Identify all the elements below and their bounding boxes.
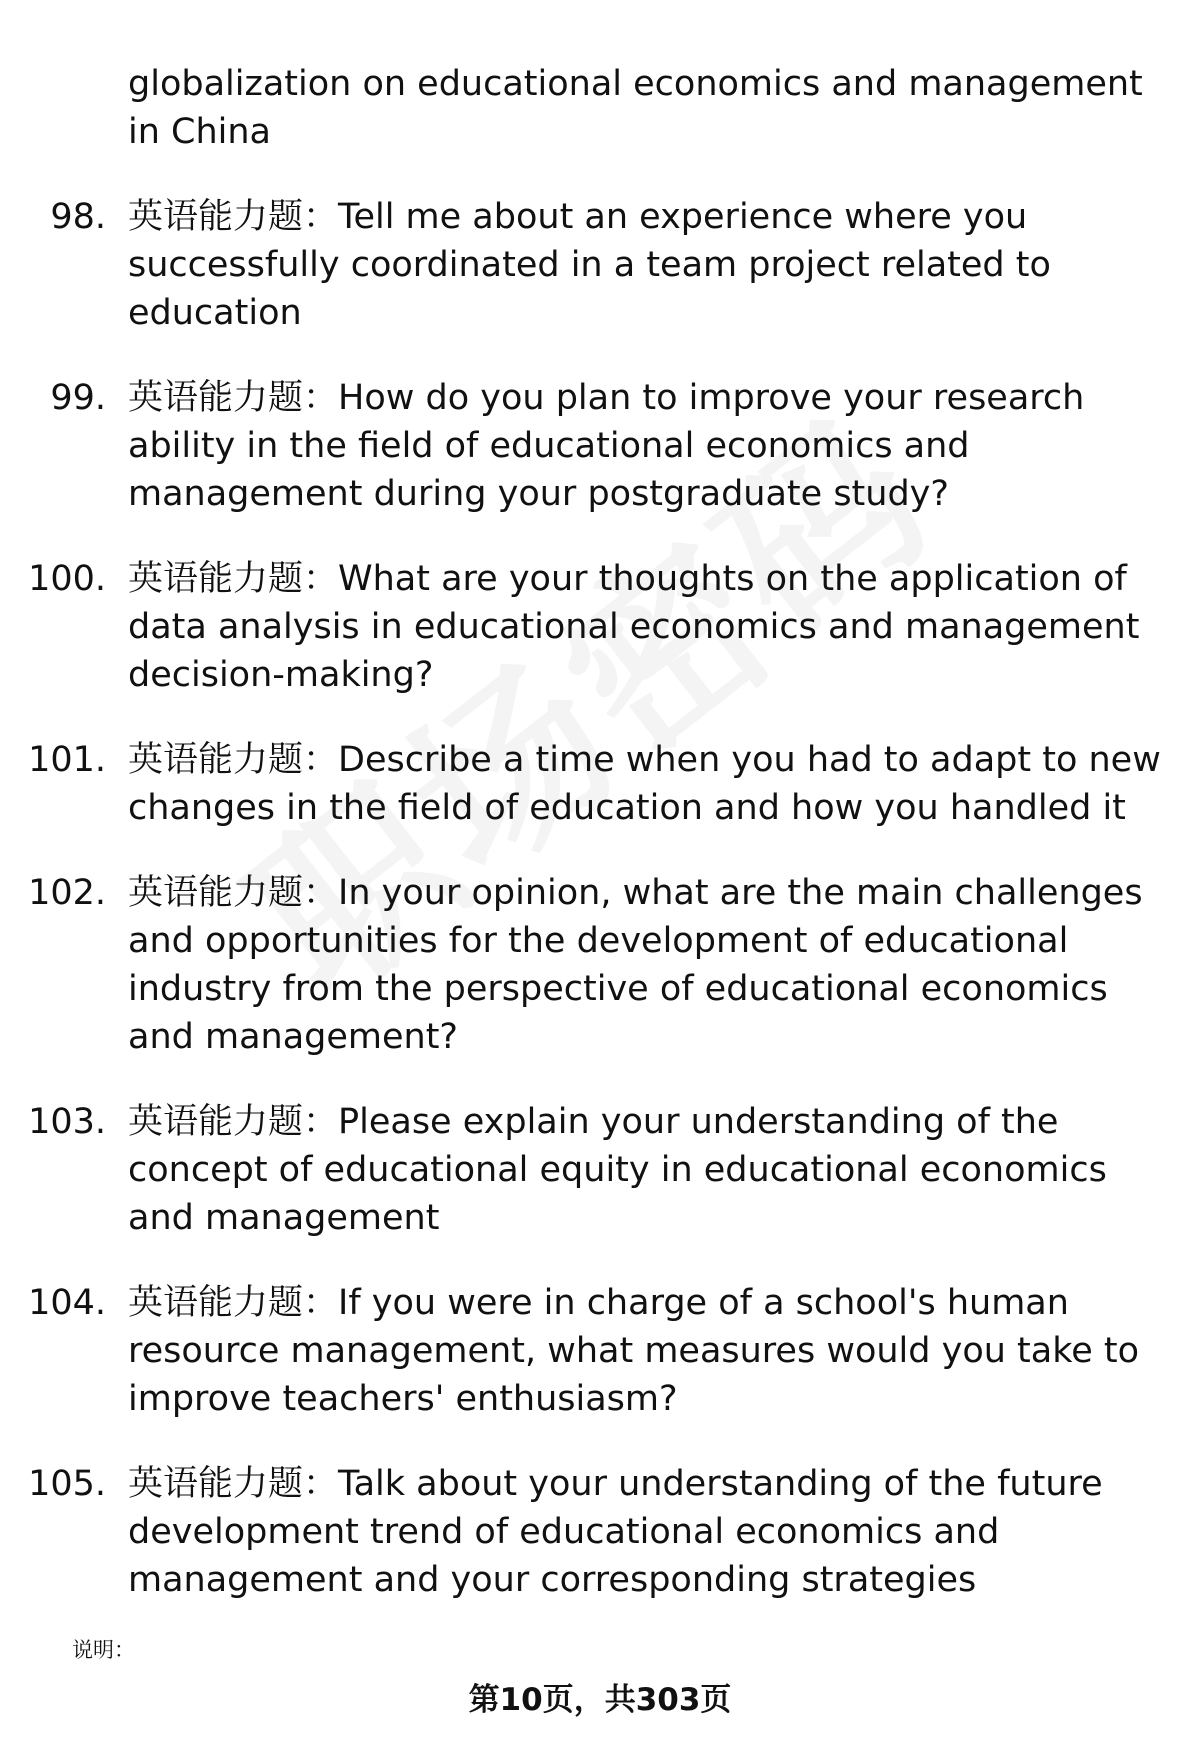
question-item bbox=[50, 193, 1178, 337]
question-item bbox=[28, 1279, 1178, 1423]
question-item bbox=[28, 555, 1178, 699]
question-text: Tell me about an experience where you successfully coordinated in a team project related to education bbox=[128, 197, 1051, 333]
question-number: 100. bbox=[28, 559, 106, 599]
question-number: 104. bbox=[28, 1283, 106, 1323]
question-item bbox=[50, 374, 1178, 518]
question-category: 英语能力题： bbox=[128, 197, 339, 237]
question-text: How do you plan to improve your research ability in the field of educational economics and management during your postgraduate study? bbox=[128, 378, 1085, 514]
question-category: 英语能力题： bbox=[128, 1464, 339, 1504]
continued-question-text: globalization on educational economics and management in China bbox=[128, 64, 1143, 152]
question-list bbox=[0, 60, 1200, 1641]
question-text: In your opinion, what are the main challenges and opportunities for the development of educational industry from the perspective of educational economics and management? bbox=[128, 873, 1143, 1057]
question-category: 英语能力题： bbox=[128, 1283, 339, 1323]
question-number: 103. bbox=[28, 1102, 106, 1142]
question-number: 98. bbox=[50, 197, 106, 237]
question-text: If you were in charge of a school's human resource management, what measures would you take to improve teachers' enthusiasm? bbox=[128, 1283, 1140, 1419]
question-text: Describe a time when you had to adapt to new changes in the field of education and how you handled it bbox=[128, 740, 1161, 828]
question-number: 101. bbox=[28, 740, 106, 780]
question-category: 英语能力题： bbox=[128, 559, 339, 599]
question-category: 英语能力题： bbox=[128, 873, 339, 913]
question-number: 105. bbox=[28, 1464, 106, 1504]
question-item bbox=[28, 1098, 1178, 1242]
question-category: 英语能力题： bbox=[128, 1102, 339, 1142]
question-item bbox=[28, 736, 1178, 832]
question-item bbox=[28, 1460, 1178, 1604]
question-category: 英语能力题： bbox=[128, 740, 339, 780]
question-text: Please explain your understanding of the concept of educational equity in educational economics and management bbox=[128, 1102, 1107, 1238]
question-text: Talk about your understanding of the future development trend of educational economics and management and your corresponding strategies bbox=[128, 1464, 1103, 1600]
question-item bbox=[28, 869, 1178, 1061]
question-text: What are your thoughts on the application of data analysis in educational economics and management decision-making? bbox=[128, 559, 1140, 695]
question-category: 英语能力题： bbox=[128, 378, 339, 418]
question-number: 102. bbox=[28, 873, 106, 913]
question-number: 99. bbox=[50, 378, 106, 418]
page-footer: 第10页，共303页 bbox=[468, 1682, 732, 1718]
note-label: 说明： bbox=[72, 1638, 135, 1662]
